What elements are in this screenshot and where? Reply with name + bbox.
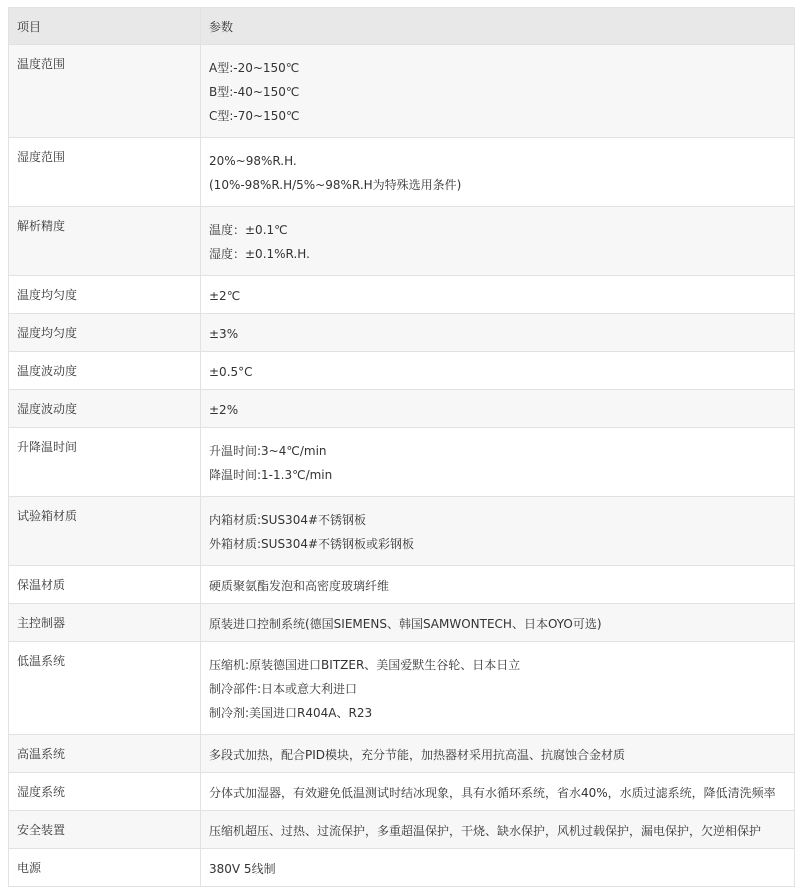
value-line: 380V 5线制 — [209, 862, 276, 876]
value-line: C型:-70~150℃ — [209, 109, 300, 123]
table-row — [9, 811, 795, 849]
row-label: 安全装置 — [9, 811, 201, 849]
row-label: 电源 — [9, 849, 201, 887]
table-body — [9, 45, 795, 887]
row-label: 低温系统 — [9, 642, 201, 735]
value-line: 制冷剂:美国进口R404A、R23 — [209, 706, 373, 720]
value-line: A型:-20~150℃ — [209, 61, 300, 75]
row-label: 温度范围 — [9, 45, 201, 138]
row-label: 湿度均匀度 — [9, 314, 201, 352]
table-row — [9, 849, 795, 887]
value-line: ±3% — [209, 327, 239, 341]
row-value — [201, 811, 795, 849]
value-line: ±2℃ — [209, 289, 241, 303]
table-row — [9, 773, 795, 811]
value-line: 升温时间:3~4℃/min — [209, 444, 327, 458]
table-row — [9, 138, 795, 207]
table-row — [9, 45, 795, 138]
table-row — [9, 390, 795, 428]
value-line: 湿度：±0.1%R.H. — [209, 247, 310, 261]
row-value — [201, 138, 795, 207]
row-label: 解析精度 — [9, 207, 201, 276]
row-label: 湿度范围 — [9, 138, 201, 207]
table-row — [9, 207, 795, 276]
header-item: 项目 — [9, 8, 201, 45]
table-row — [9, 314, 795, 352]
value-line: B型:-40~150℃ — [209, 85, 300, 99]
value-line: 分体式加湿器，有效避免低温测试时结冰现象，具有水循环系统，省水40%，水质过滤系统，降低清洗频率 — [209, 786, 776, 800]
row-label: 湿度系统 — [9, 773, 201, 811]
table-row — [9, 604, 795, 642]
value-line: 原装进口控制系统(德国SIEMENS、韩国SAMWONTECH、日本OYO可选) — [209, 617, 602, 631]
table-row — [9, 497, 795, 566]
row-value — [201, 642, 795, 735]
header-row — [9, 8, 795, 45]
spec-table — [8, 7, 795, 887]
row-value — [201, 604, 795, 642]
row-label: 高温系统 — [9, 735, 201, 773]
row-value — [201, 314, 795, 352]
value-line: 温度：±0.1℃ — [209, 223, 288, 237]
table-row — [9, 352, 795, 390]
row-value — [201, 276, 795, 314]
row-label: 温度波动度 — [9, 352, 201, 390]
row-value — [201, 849, 795, 887]
value-line: (10%-98%R.H/5%~98%R.H为特殊选用条件) — [209, 178, 462, 192]
table-row — [9, 642, 795, 735]
row-value — [201, 735, 795, 773]
row-value — [201, 497, 795, 566]
value-line: 制冷部件:日本或意大利进口 — [209, 682, 358, 696]
row-label: 温度均匀度 — [9, 276, 201, 314]
row-label: 升降温时间 — [9, 428, 201, 497]
table-row — [9, 566, 795, 604]
row-label: 保温材质 — [9, 566, 201, 604]
value-line: 硬质聚氨酯发泡和高密度玻璃纤维 — [209, 579, 390, 593]
value-line: 压缩机超压、过热、过流保护，多重超温保护，干烧、缺水保护，风机过载保护，漏电保护，欠逆相保护 — [209, 824, 762, 838]
value-line: 外箱材质:SUS304#不锈钢板或彩钢板 — [209, 537, 415, 551]
row-label: 主控制器 — [9, 604, 201, 642]
value-line: 20%~98%R.H. — [209, 154, 297, 168]
row-label: 湿度波动度 — [9, 390, 201, 428]
row-value — [201, 773, 795, 811]
row-value — [201, 566, 795, 604]
row-value — [201, 428, 795, 497]
value-line: 压缩机:原装德国进口BITZER、美国爱默生谷轮、日本日立 — [209, 658, 521, 672]
value-line: 内箱材质:SUS304#不锈钢板 — [209, 513, 367, 527]
table-row — [9, 735, 795, 773]
row-value — [201, 352, 795, 390]
value-line: ±0.5°C — [209, 365, 253, 379]
table-header — [9, 8, 795, 45]
value-line: 多段式加热，配合PID模块，充分节能，加热器材采用抗高温、抗腐蚀合金材质 — [209, 748, 626, 762]
row-value — [201, 45, 795, 138]
row-value — [201, 207, 795, 276]
table-row — [9, 276, 795, 314]
table-row — [9, 428, 795, 497]
row-label: 试验箱材质 — [9, 497, 201, 566]
header-param: 参数 — [201, 8, 795, 45]
row-value — [201, 390, 795, 428]
value-line: ±2% — [209, 403, 239, 417]
value-line: 降温时间:1-1.3℃/min — [209, 468, 333, 482]
